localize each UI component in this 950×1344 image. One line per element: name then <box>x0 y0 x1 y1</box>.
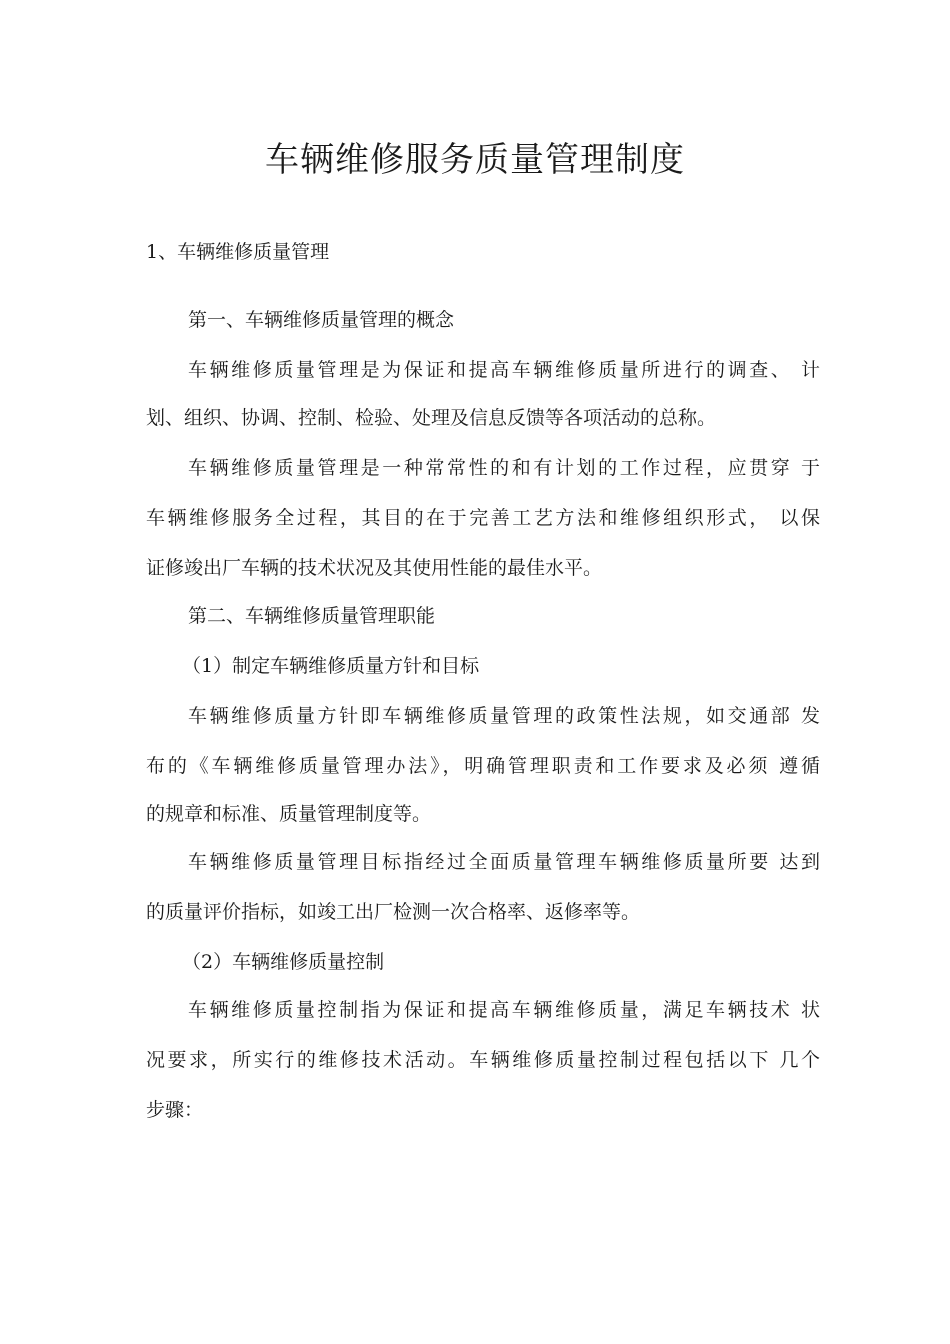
paragraph-line-text: 的规章和标准、质量管理制度等。 <box>146 803 432 825</box>
paragraph-line-text: 车辆维修质量控制指为保证和提高车辆维修质量，满足车辆技术 状 <box>188 999 820 1021</box>
paragraph-line <box>188 850 820 874</box>
paragraph-line <box>188 456 820 480</box>
paragraph-line-text: 车辆维修质量管理是为保证和提高车辆维修质量所进行的调查、 计 <box>188 359 820 381</box>
item-title-text: （1）制定车辆维修质量方针和目标 <box>182 655 480 677</box>
item-title-text: （2）车辆维修质量控制 <box>182 951 385 973</box>
section-heading-text: 1、车辆维修质量管理 <box>146 241 330 263</box>
paragraph-line-text: 步骤： <box>146 1099 204 1121</box>
paragraph-line <box>188 704 820 728</box>
paragraph-line-text: 划、组织、协调、控制、检验、处理及信息反馈等各项活动的总称。 <box>146 407 717 429</box>
paragraph-line <box>188 998 820 1022</box>
paragraph-line-text: 车辆维修服务全过程，其目的在于完善工艺方法和维修组织形式， 以保 <box>146 507 820 529</box>
paragraph-line-text: 证修竣出厂车辆的技术状况及其使用性能的最佳水平。 <box>146 557 603 579</box>
paragraph-line <box>146 1048 820 1072</box>
paragraph-line-text: 车辆维修质量管理是一种常常性的和有计划的工作过程，应贯穿 于 <box>188 457 820 479</box>
document-title: 车辆维修服务质量管理制度 <box>265 140 685 180</box>
paragraph-line-text: 的质量评价指标，如竣工出厂检测一次合格率、返修率等。 <box>146 901 641 923</box>
paragraph-line <box>146 506 820 530</box>
paragraph-line-text: 布的《车辆维修质量管理办法》，明确管理职责和工作要求及必须 遵循 <box>146 755 820 777</box>
subheading-text: 第一、车辆维修质量管理的概念 <box>188 309 455 331</box>
paragraph-line-text: 况要求，所实行的维修技术活动。车辆维修质量控制过程包括以下 几个 <box>146 1049 820 1071</box>
subheading-text: 第二、车辆维修质量管理职能 <box>188 605 436 627</box>
paragraph-line <box>146 754 820 778</box>
paragraph-line <box>188 358 820 382</box>
paragraph-line-text: 车辆维修质量方针即车辆维修质量管理的政策性法规，如交通部 发 <box>188 705 820 727</box>
paragraph-line-text: 车辆维修质量管理目标指经过全面质量管理车辆维修质量所要 达到 <box>188 851 820 873</box>
